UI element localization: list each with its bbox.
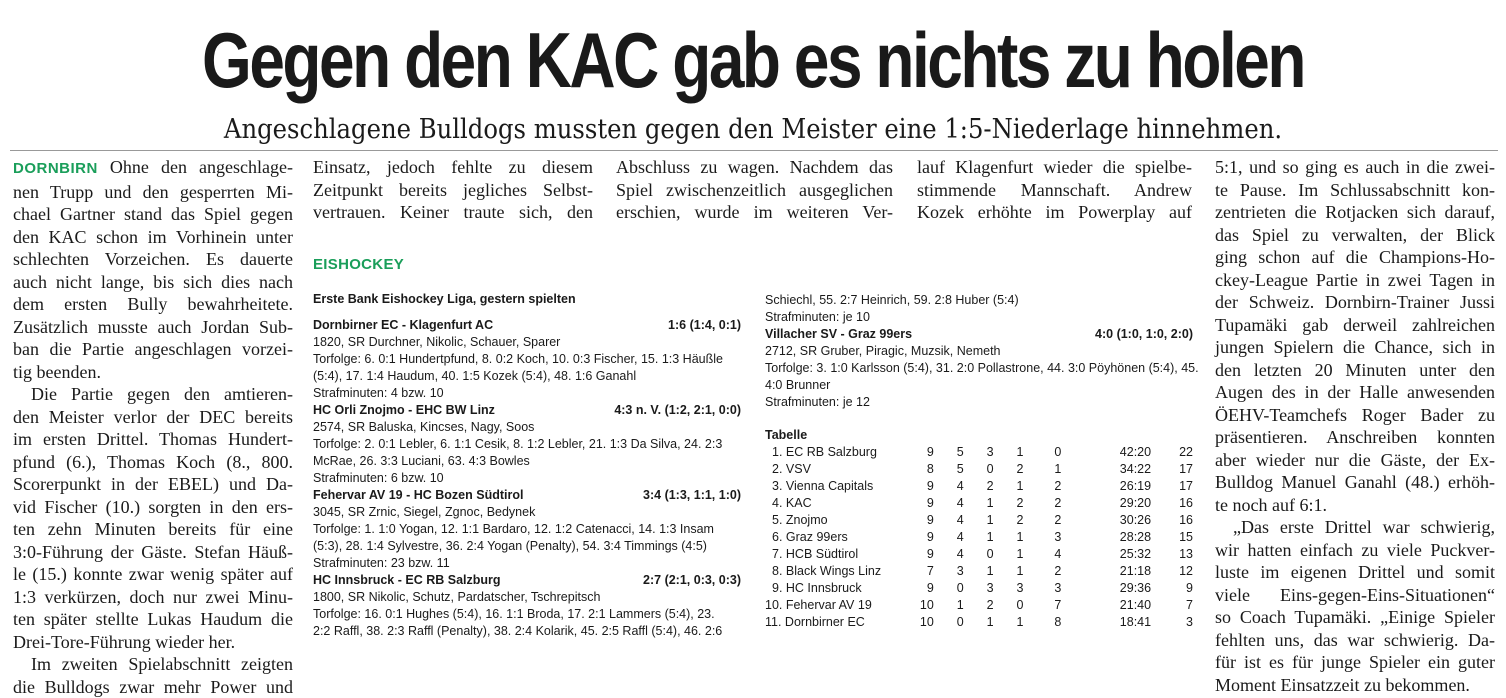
match-detail: 4:0 Brunner	[765, 377, 1193, 394]
table-cell: 4	[934, 529, 964, 546]
body-line: 5:1, und so ging es auch in die zwei-	[1215, 156, 1495, 179]
match-header	[313, 487, 741, 504]
table-cell: 0	[964, 461, 994, 478]
match-detail: Torfolge: 6. 0:1 Hundertpfund, 8. 0:2 Koch, 10. 0:3 Fischer, 15. 1:3 Häußle	[313, 351, 741, 368]
table-cell: 9	[912, 478, 934, 495]
table-cell: 21:18	[1061, 563, 1151, 580]
table-cell: 4	[1023, 546, 1061, 563]
table-cell: 7. HCB Südtirol	[765, 546, 912, 563]
table-cell: 1	[964, 495, 994, 512]
body-line: ten zehn Minuten bereits für eine	[13, 518, 293, 541]
body-line: zentrieten die Rotjacken sich darauf,	[1215, 201, 1495, 224]
table-cell: 12	[1151, 563, 1193, 580]
table-cell: 0	[934, 580, 964, 597]
table-cell: 7	[912, 563, 934, 580]
body-line: te Pause. Im Schlussabschnitt kon-	[1215, 179, 1495, 202]
body-line: te noch auf 6:1.	[1215, 494, 1495, 517]
table-cell: 3. Vienna Capitals	[765, 478, 912, 495]
table-cell: 3	[1023, 529, 1061, 546]
body-line: Kozek erhöhte im Powerplay auf	[917, 201, 1192, 224]
table-cell: 5	[934, 461, 964, 478]
table-row	[765, 478, 1193, 495]
match-detail: Strafminuten: 6 bzw. 10	[313, 470, 741, 487]
results-box-continued	[765, 292, 1193, 631]
body-line: erschien, wurde im weiteren Ver-	[616, 201, 893, 224]
table-row	[765, 461, 1193, 478]
table-cell: 18:41	[1061, 614, 1151, 631]
match-detail: Torfolge: 2. 0:1 Lebler, 6. 1:1 Cesik, 8. 1:2 Lebler, 21. 1:3 Da Silva, 24. 2:3	[313, 436, 741, 453]
table-cell: 9	[912, 546, 934, 563]
table-cell: 1. EC RB Salzburg	[765, 444, 912, 461]
body-line: für ist es für junge Spieler ein guter	[1215, 651, 1495, 674]
match-teams: HC Innsbruck - EC RB Salzburg	[313, 572, 501, 589]
match-detail: Strafminuten: 23 bzw. 11	[313, 555, 741, 572]
table-cell: 10. Fehervar AV 19	[765, 597, 912, 614]
match-detail: 2:2 Raffl, 38. 2:3 Raffl (Penalty), 38. 2:4 Kolarik, 45. 2:5 Raffl (5:4), 46. 2:6	[313, 623, 741, 640]
table-cell: 1	[994, 563, 1024, 580]
table-cell: 2	[1023, 478, 1061, 495]
table-cell: 4	[934, 495, 964, 512]
table-cell: 3	[934, 563, 964, 580]
body-line: lauf Klagenfurt wieder die spielbe-	[917, 156, 1192, 179]
table-cell: 9	[912, 580, 934, 597]
body-line: Moment Einsatzzeit zu bekommen.	[1215, 674, 1495, 697]
table-cell: 22	[1151, 444, 1193, 461]
match-detail: 1820, SR Durchner, Nikolic, Schauer, Sparer	[313, 334, 741, 351]
match-detail: Schiechl, 55. 2:7 Heinrich, 59. 2:8 Huber (5:4)	[765, 292, 1193, 309]
table-cell: 0	[994, 597, 1024, 614]
body-line: schlechten Vorzeichen. Es dauerte	[13, 248, 293, 271]
match-score: 4:3 n. V. (1:2, 2:1, 0:0)	[614, 402, 741, 419]
table-cell: 3	[1151, 614, 1193, 631]
table-cell: 26:19	[1061, 478, 1151, 495]
table-row	[765, 614, 1193, 631]
match-detail: Torfolge: 16. 0:1 Hughes (5:4), 16. 1:1 Broda, 17. 2:1 Lammers (5:4), 23.	[313, 606, 741, 623]
body-line: vertrauen. Keiner traute sich, den	[313, 201, 593, 224]
body-line: Bulldog Manuel Ganahl (48.) erhöh-	[1215, 471, 1495, 494]
table-cell: 1	[1023, 461, 1061, 478]
league-header: Erste Bank Eishockey Liga, gestern spielten	[313, 291, 741, 308]
table-cell: 2	[964, 478, 994, 495]
table-cell: 42:20	[1061, 444, 1151, 461]
table-cell: 2	[994, 512, 1024, 529]
body-line: Drei-Tore-Führung wieder her.	[13, 631, 293, 654]
table-row	[765, 444, 1193, 461]
table-cell: 2	[994, 495, 1024, 512]
results-box	[313, 256, 741, 640]
table-cell: 7	[1023, 597, 1061, 614]
body-line: Im zweiten Spielabschnitt zeigten	[13, 653, 293, 676]
table-cell: 8	[1023, 614, 1061, 631]
table-cell: 3	[964, 444, 994, 461]
body-line: „Das erste Drittel war schwierig,	[1215, 516, 1495, 539]
match-detail: 2574, SR Baluska, Kincses, Nagy, Soos	[313, 419, 741, 436]
table-cell: 1	[994, 614, 1024, 631]
table-cell: 4	[934, 512, 964, 529]
match-score: 4:0 (1:0, 1:0, 2:0)	[1095, 326, 1193, 343]
body-line: fehlten uns, das war schwierig. Da-	[1215, 629, 1495, 652]
body-line: Zeitpunkt bereits jegliches Selbst-	[313, 179, 593, 202]
match-detail: Torfolge: 1. 1:0 Yogan, 12. 1:1 Bardaro, 12. 1:2 Catenacci, 14. 1:3 Insam	[313, 521, 741, 538]
table-cell: 5	[934, 444, 964, 461]
body-line: Einsatz, jedoch fehlte zu diesem	[313, 156, 593, 179]
table-cell: 7	[1151, 597, 1193, 614]
body-line: das Spiel zu verwalten, der Blick	[1215, 224, 1495, 247]
table-cell: 28:28	[1061, 529, 1151, 546]
body-line: auch nicht lange, bis sich dies nach	[13, 271, 293, 294]
match-header	[313, 402, 741, 419]
match-detail: Strafminuten: 4 bzw. 10	[313, 385, 741, 402]
match-teams: Dornbirner EC - Klagenfurt AC	[313, 317, 493, 334]
body-line: vid Fischer (10.) sorgten in den ers-	[13, 496, 293, 519]
article-column-2	[313, 156, 593, 224]
table-cell: 1	[964, 563, 994, 580]
body-line: im ersten Drittel. Thomas Hundert-	[13, 428, 293, 451]
body-line: ten später stellte Lukas Haudum die	[13, 608, 293, 631]
table-cell: 4	[934, 478, 964, 495]
body-line: den letzten 20 Minuten unter den	[1215, 359, 1495, 382]
match-detail: (5:3), 28. 1:4 Sylvestre, 36. 2:4 Yogan (Penalty), 54. 3:4 Timmings (4:5)	[313, 538, 741, 555]
table-cell: 2	[1023, 563, 1061, 580]
table-cell: 1	[994, 478, 1024, 495]
table-cell: 10	[912, 614, 934, 631]
table-cell: 9	[912, 444, 934, 461]
table-cell: 8	[912, 461, 934, 478]
table-cell: 2	[1023, 495, 1061, 512]
table-cell: 29:36	[1061, 580, 1151, 597]
results-list	[313, 291, 741, 640]
body-line: ÖEHV-Teamchefs Roger Bader zu	[1215, 404, 1495, 427]
body-line: den KAC schon im Vorhinein unter	[13, 226, 293, 249]
body-line: Tupamäki gab derweil zahlreichen	[1215, 314, 1495, 337]
article-column-4	[917, 156, 1192, 224]
table-cell: 1	[964, 614, 994, 631]
table-cell: 30:26	[1061, 512, 1151, 529]
match-teams: Villacher SV - Graz 99ers	[765, 326, 912, 343]
body-line: 3:0-Führung der Gäste. Stefan Häuß-	[13, 541, 293, 564]
table-cell: 3	[1023, 580, 1061, 597]
section-label: EISHOCKEY	[313, 256, 741, 273]
table-cell: 0	[1023, 444, 1061, 461]
body-line: luste im eigenen Drittel und somit	[1215, 561, 1495, 584]
body-line: wir hatten einfach zu viele Puckver-	[1215, 539, 1495, 562]
match-teams: Fehervar AV 19 - HC Bozen Südtirol	[313, 487, 523, 504]
header-divider	[10, 150, 1498, 151]
body-line: präsentieren. Anschreiben konnten	[1215, 426, 1495, 449]
match-detail: McRae, 26. 3:3 Luciani, 63. 4:3 Bowles	[313, 453, 741, 470]
table-cell: 6. Graz 99ers	[765, 529, 912, 546]
body-line: die Bulldogs zwar mehr Power und	[13, 676, 293, 698]
article-column-1	[13, 156, 293, 698]
table-cell: 2. VSV	[765, 461, 912, 478]
table-cell: 8. Black Wings Linz	[765, 563, 912, 580]
table-cell: 21:40	[1061, 597, 1151, 614]
body-line: DORNBIRN Ohne den angeschlage-	[13, 156, 293, 181]
table-cell: 17	[1151, 461, 1193, 478]
table-cell: 0	[934, 614, 964, 631]
body-line: viele Eins-gegen-Eins-Situationen“	[1215, 584, 1495, 607]
table-row	[765, 580, 1193, 597]
match-teams: HC Orli Znojmo - EHC BW Linz	[313, 402, 495, 419]
table-row	[765, 546, 1193, 563]
headline: Gegen den KAC gab es nichts zu holen	[136, 12, 1371, 108]
body-line: Abschluss zu wagen. Nachdem das	[616, 156, 893, 179]
article-column-5	[1215, 156, 1495, 696]
body-line: aber wieder nur die Gäste, der Ex-	[1215, 449, 1495, 472]
table-row	[765, 597, 1193, 614]
body-line: le (15.) konnte zwar wenig später auf	[13, 563, 293, 586]
body-line: stimmende Mannschaft. Andrew	[917, 179, 1192, 202]
match-detail: 2712, SR Gruber, Piragic, Muzsik, Nemeth	[765, 343, 1193, 360]
body-line: Zusätzlich musste auch Jordan Sub-	[13, 316, 293, 339]
match-detail: Strafminuten: je 10	[765, 309, 1193, 326]
table-cell: 0	[964, 546, 994, 563]
body-line: pfund (6.), Thomas Koch (8., 800.	[13, 451, 293, 474]
table-cell: 1	[994, 529, 1024, 546]
body-line: ging schon auf die Champions-Ho-	[1215, 246, 1495, 269]
table-cell: 1	[964, 512, 994, 529]
table-cell: 34:22	[1061, 461, 1151, 478]
table-cell: 3	[994, 580, 1024, 597]
table-cell: 17	[1151, 478, 1193, 495]
table-cell: 2	[964, 597, 994, 614]
body-line: so Coach Tupamäki. „Einige Spieler	[1215, 606, 1495, 629]
table-cell: 10	[912, 597, 934, 614]
table-cell: 5. Znojmo	[765, 512, 912, 529]
match-detail: (5:4), 17. 1:4 Haudum, 40. 1:5 Kozek (5:4), 48. 1:6 Ganahl	[313, 368, 741, 385]
table-cell: 11. Dornbirner EC	[765, 614, 912, 631]
body-line: Spiel zwischenzeitlich ausgeglichen	[616, 179, 893, 202]
table-cell: 2	[1023, 512, 1061, 529]
body-line: dem ersten Bully bewahrheitete.	[13, 293, 293, 316]
table-cell: 16	[1151, 512, 1193, 529]
table-cell: 9	[912, 529, 934, 546]
table-cell: 9	[912, 512, 934, 529]
table-row	[765, 495, 1193, 512]
table-cell: 16	[1151, 495, 1193, 512]
table-row	[765, 529, 1193, 546]
table-cell: 9	[1151, 580, 1193, 597]
table-cell: 13	[1151, 546, 1193, 563]
match-detail: 3045, SR Zrnic, Siegel, Zgnoc, Bedynek	[313, 504, 741, 521]
match-detail: 1800, SR Nikolic, Schutz, Pardatscher, Tschrepitsch	[313, 589, 741, 606]
body-line: 1:3 verkürzen, doch nur zwei Minu-	[13, 586, 293, 609]
match-score: 3:4 (1:3, 1:1, 1:0)	[643, 487, 741, 504]
match-header	[765, 326, 1193, 343]
table-cell: 15	[1151, 529, 1193, 546]
body-line: Scorerpunkt in der EBEL) und Da-	[13, 473, 293, 496]
body-line: der Schweiz. Dornbirn-Trainer Jussi	[1215, 291, 1495, 314]
table-cell: 1	[994, 546, 1024, 563]
table-cell: 4. KAC	[765, 495, 912, 512]
location-tag: DORNBIRN	[13, 160, 98, 177]
match-detail: Torfolge: 3. 1:0 Karlsson (5:4), 31. 2:0 Pollastrone, 44. 3:0 Pöyhönen (5:4), 45.	[765, 360, 1193, 377]
table-cell: 1	[964, 529, 994, 546]
match-header	[313, 317, 741, 334]
table-cell: 25:32	[1061, 546, 1151, 563]
table-cell: 3	[964, 580, 994, 597]
body-line: jungen Spielern die Chance, sich in	[1215, 336, 1495, 359]
article-column-3	[616, 156, 893, 224]
table-cell: 2	[994, 461, 1024, 478]
table-cell: 9. HC Innsbruck	[765, 580, 912, 597]
match-score: 1:6 (1:4, 0:1)	[668, 317, 741, 334]
match-detail: Strafminuten: je 12	[765, 394, 1193, 411]
table-cell: 1	[994, 444, 1024, 461]
body-line: nen Trupp und den gesperrten Mi-	[13, 181, 293, 204]
body-line: ban die Partie angeschlagen vorzei-	[13, 338, 293, 361]
table-cell: 29:20	[1061, 495, 1151, 512]
match-header	[313, 572, 741, 589]
body-line: ckey-League Partie in zwei Tagen in	[1215, 269, 1495, 292]
subheadline: Angeschlagene Bulldogs mussten gegen den Meister eine 1:5-Niederlage hinnehmen.	[75, 112, 1430, 148]
standings-table	[765, 444, 1193, 631]
table-cell: 9	[912, 495, 934, 512]
table-title: Tabelle	[765, 427, 1193, 444]
body-line: den Meister verlor der DEC bereits	[13, 406, 293, 429]
match-score: 2:7 (2:1, 0:3, 0:3)	[643, 572, 741, 589]
table-row	[765, 563, 1193, 580]
table-cell: 4	[934, 546, 964, 563]
body-line: Die Partie gegen den amtieren-	[13, 383, 293, 406]
body-line: Augen des in der Halle anwesenden	[1215, 381, 1495, 404]
body-line: chael Gartner stand das Spiel gegen	[13, 203, 293, 226]
body-line: tig beenden.	[13, 361, 293, 384]
table-cell: 1	[934, 597, 964, 614]
table-row	[765, 512, 1193, 529]
